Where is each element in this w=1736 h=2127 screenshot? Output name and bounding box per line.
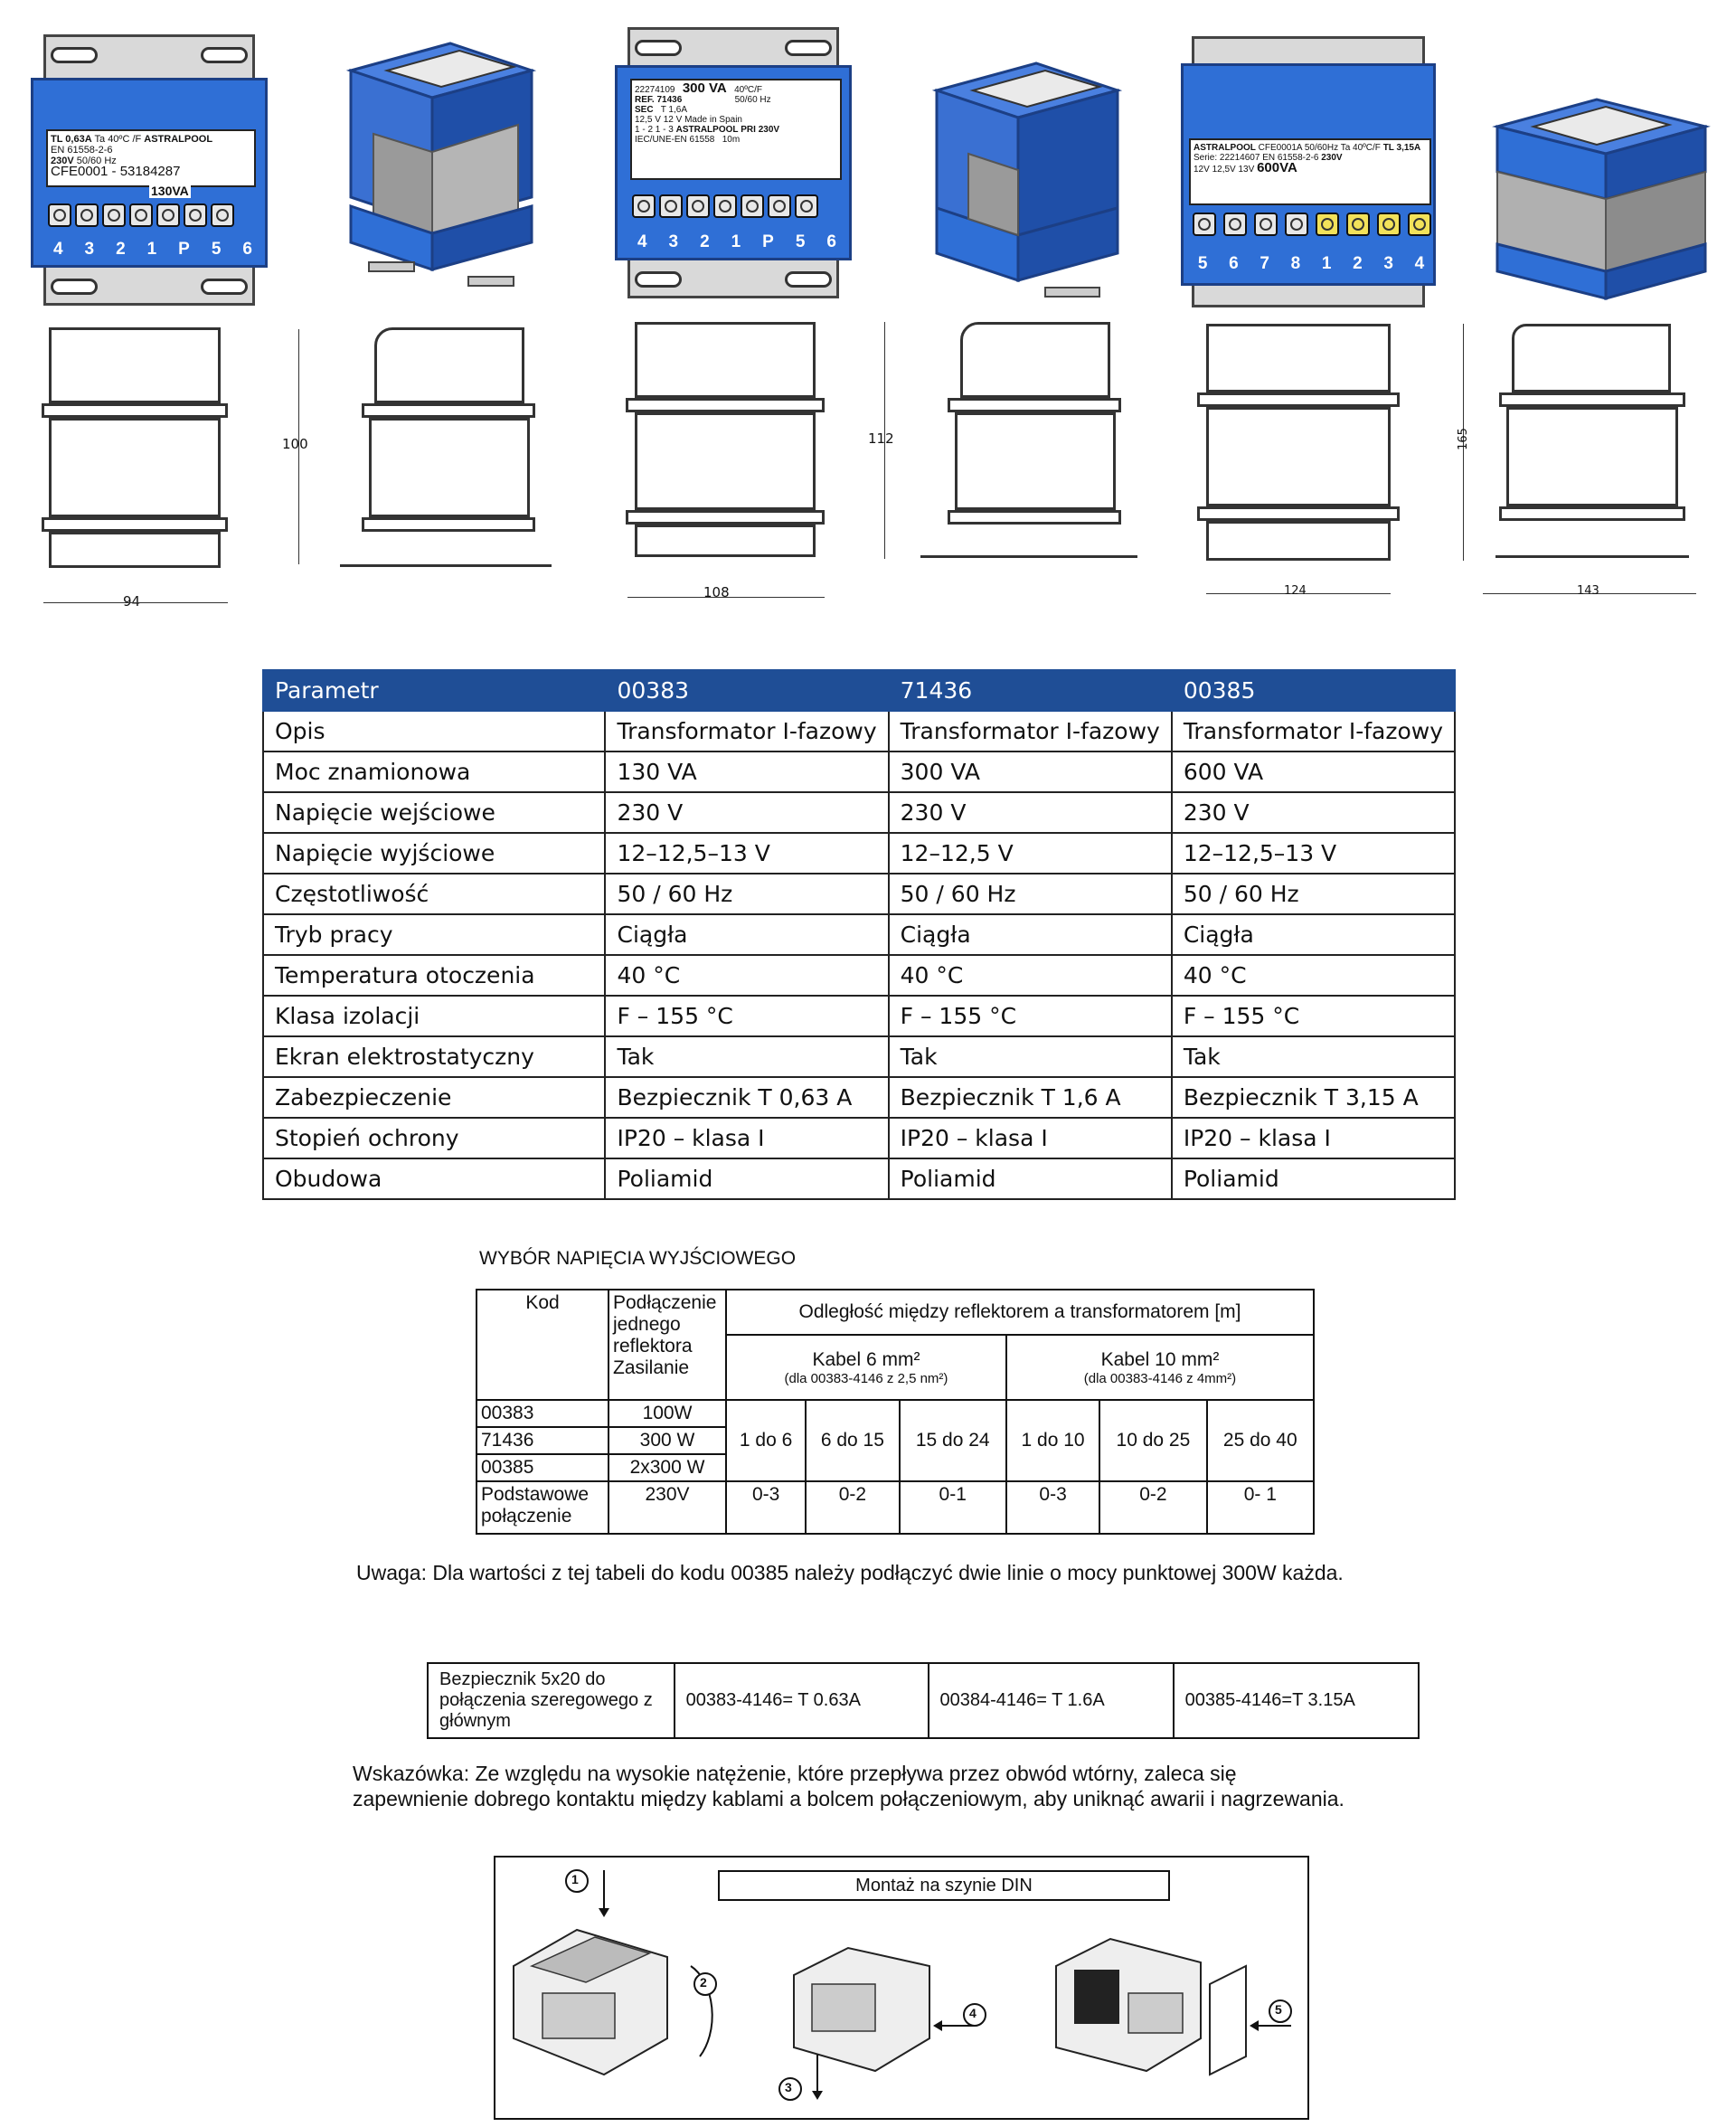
cell: 50 / 60 Hz: [1172, 874, 1455, 914]
transformer-71436-3d: [919, 54, 1136, 307]
cell: Bezpiecznik T 3,15 A: [1172, 1077, 1455, 1118]
cell: 600 VA: [1172, 752, 1455, 792]
table-row: [263, 996, 1455, 1036]
cell: Ekran elektrostatyczny: [263, 1036, 605, 1077]
cell: Tak: [1172, 1036, 1455, 1077]
cell: 130 VA: [605, 752, 888, 792]
step-number-5: 5: [1275, 2002, 1282, 2017]
basic-value: 0-1: [900, 1481, 1006, 1534]
drawing-71436-side: [948, 322, 1137, 561]
cell: 230 V: [889, 792, 1172, 833]
dimension-height: 165: [1456, 428, 1470, 450]
table-row: [263, 711, 1455, 752]
din-title: Montaż na szynie DIN: [718, 1870, 1170, 1901]
range-cell: 10 do 25: [1099, 1400, 1206, 1481]
fuse-value: 00385-4146=T 3.15A: [1174, 1663, 1419, 1738]
selection-table: [476, 1289, 1315, 1535]
cell: Transformator I-fazowy: [1172, 711, 1455, 752]
dimension-height: 112: [868, 430, 894, 447]
dimension-width: 124: [1284, 584, 1307, 598]
terminal-block: [632, 194, 818, 218]
transformer-00383-3d: [333, 34, 550, 297]
table-header-row: [263, 670, 1455, 711]
din-mounting-diagram: [494, 1856, 1309, 2120]
cell: IP20 – klasa I: [605, 1118, 888, 1158]
cell: 40 °C: [1172, 955, 1455, 996]
table-row: [263, 914, 1455, 955]
table-row: [263, 1158, 1455, 1199]
table-row: [263, 833, 1455, 874]
cell: Napięcie wyjściowe: [263, 833, 605, 874]
table-row: [263, 1077, 1455, 1118]
table-row: [263, 874, 1455, 914]
fuse-label: Bezpiecznik 5x20 do połączenia szeregowego z głównym: [428, 1663, 675, 1738]
cell: Obudowa: [263, 1158, 605, 1199]
table-row: [263, 1118, 1455, 1158]
terminal-labels: 5 6 7 8 1 2 3 4: [1197, 254, 1425, 273]
dimension-height: 100: [282, 436, 308, 452]
terminal-labels: 4 3 2 1 P 5 6: [637, 232, 836, 251]
code-cell: 00385: [476, 1454, 609, 1481]
distance-header: Odległość między reflektorem a transformatorem [m]: [726, 1290, 1314, 1335]
cell: Opis: [263, 711, 605, 752]
basic-value: 0-2: [806, 1481, 899, 1534]
cable6-header: Kabel 6 mm² (dla 00383-4146 z 2,5 nm²): [726, 1335, 1006, 1400]
basic-label: Podstawowe połączenie: [476, 1481, 609, 1534]
cell: 230 V: [1172, 792, 1455, 833]
cell: Tak: [605, 1036, 888, 1077]
cell: 230 V: [605, 792, 888, 833]
cell: 50 / 60 Hz: [889, 874, 1172, 914]
rating-text: 130VA: [151, 184, 189, 198]
transformer-00385-3d: [1488, 81, 1714, 317]
terminal-block: [48, 203, 234, 227]
cell: Częstotliwość: [263, 874, 605, 914]
cell: F – 155 °C: [889, 996, 1172, 1036]
cell: Stopień ochrony: [263, 1118, 605, 1158]
cell: Moc znamionowa: [263, 752, 605, 792]
step-number-1: 1: [571, 1872, 579, 1886]
cell: Transformator I-fazowy: [605, 711, 888, 752]
din-steps-illustration: [495, 1858, 1307, 2118]
power-cell: 100W: [609, 1400, 726, 1427]
note-wskazowka-1: Wskazówka: Ze względu na wysokie natężenie, które przepływa przez obwód wtórny, zaleca się: [353, 1762, 1237, 1785]
cell: Poliamid: [889, 1158, 1172, 1199]
header-cell: 71436: [889, 670, 1172, 711]
dimension-depth: 143: [1577, 584, 1599, 598]
rating-label: 22274109 300 VA 40ºC/F REF. 71436 50/60 Hz SEC T 1,6A 12,5 V 12 V Made in Spain 1 - 2 1 - 3 ASTRALPOOL PRI 230V IEC/UNE-EN 61558 10m: [630, 79, 842, 180]
range-cell: 25 do 40: [1207, 1400, 1314, 1481]
drawing-00385-side: [1499, 324, 1685, 566]
code-cell: 71436: [476, 1427, 609, 1454]
cell: 40 °C: [605, 955, 888, 996]
selection-title: WYBÓR NAPIĘCIA WYJŚCIOWEGO: [479, 1248, 797, 1269]
rating-label: TL 0,63A Ta 40ºC /F ASTRALPOOL EN 61558-2-6 230V 50/60 Hz CFE0001 - 53184287: [46, 129, 256, 187]
cell: 12–12,5–13 V: [1172, 833, 1455, 874]
drawing-00383-front: [42, 327, 228, 572]
dimension-line: [43, 602, 228, 603]
header-cell: Parametr: [263, 670, 605, 711]
cell: Bezpiecznik T 0,63 A: [605, 1077, 888, 1118]
cell: 40 °C: [889, 955, 1172, 996]
power-cell: 2x300 W: [609, 1454, 726, 1481]
cell: F – 155 °C: [605, 996, 888, 1036]
basic-value: 0-2: [1099, 1481, 1206, 1534]
cell: 50 / 60 Hz: [605, 874, 888, 914]
basic-value: 0-3: [726, 1481, 806, 1534]
transformer-71436-front: [615, 27, 852, 298]
step-number-2: 2: [700, 1975, 707, 1990]
note-wskazowka-2: zapewnienie dobrego kontaktu między kablami a bolcem połączeniowym, aby uniknąć awarii i nagrzewania.: [353, 1787, 1344, 1810]
kod-header: Kod: [476, 1290, 609, 1400]
table-row: [263, 792, 1455, 833]
dimension-width: 108: [703, 584, 730, 600]
cell: 12–12,5 V: [889, 833, 1172, 874]
cell: IP20 – klasa I: [889, 1118, 1172, 1158]
cell: Ciągła: [1172, 914, 1455, 955]
cell: 300 VA: [889, 752, 1172, 792]
range-cell: 1 do 6: [726, 1400, 806, 1481]
rating-label: ASTRALPOOL CFE0001A 50/60Hz Ta 40ºC/F TL 3,15A Serie: 22214607 EN 61558-2-6 230V 12V 12,5V 13V 600VA: [1189, 138, 1431, 205]
cell: IP20 – klasa I: [1172, 1118, 1455, 1158]
transformer-00383-front: [31, 34, 268, 306]
drawing-00385-front: [1197, 324, 1400, 566]
cell: Poliamid: [605, 1158, 888, 1199]
basic-value: 0-3: [1006, 1481, 1099, 1534]
header-cell: 00385: [1172, 670, 1455, 711]
cell: Klasa izolacji: [263, 996, 605, 1036]
transformer-00385-front: [1181, 36, 1436, 307]
basic-value: 0- 1: [1207, 1481, 1314, 1534]
cell: Napięcie wejściowe: [263, 792, 605, 833]
step-number-4: 4: [969, 2006, 976, 2020]
fuse-value: 00384-4146= T 1.6A: [929, 1663, 1174, 1738]
cell: Ciągła: [605, 914, 888, 955]
cell: Tak: [889, 1036, 1172, 1077]
table-row: [263, 752, 1455, 792]
step-number-3: 3: [785, 2080, 792, 2094]
power-cell: 300 W: [609, 1427, 726, 1454]
dimension-width: 94: [123, 593, 141, 610]
cell: Zabezpieczenie: [263, 1077, 605, 1118]
spec-table: [262, 669, 1456, 1200]
table-row: [263, 1036, 1455, 1077]
drawing-00383-side: [362, 327, 552, 572]
fuse-value: 00383-4146= T 0.63A: [675, 1663, 929, 1738]
cell: Transformator I-fazowy: [889, 711, 1172, 752]
cell: Poliamid: [1172, 1158, 1455, 1199]
terminal-labels: 4 3 2 1 P 5 6: [52, 240, 252, 259]
range-cell: 6 do 15: [806, 1400, 899, 1481]
cell: Temperatura otoczenia: [263, 955, 605, 996]
range-cell: 1 do 10: [1006, 1400, 1099, 1481]
header-cell: 00383: [605, 670, 888, 711]
cable10-header: Kabel 10 mm² (dla 00383-4146 z 4mm²): [1006, 1335, 1314, 1400]
connection-header: Podłączenie jednego reflektora Zasilanie: [609, 1290, 726, 1400]
range-cell: 15 do 24: [900, 1400, 1006, 1481]
terminal-block: [1193, 213, 1431, 236]
cell: 12–12,5–13 V: [605, 833, 888, 874]
code-cell: 00383: [476, 1400, 609, 1427]
note-uwaga: Uwaga: Dla wartości z tej tabeli do kodu 00385 należy podłączyć dwie linie o mocy punktowej 300W każda.: [356, 1561, 1344, 1584]
drawing-71436-front: [626, 322, 825, 561]
cell: Bezpiecznik T 1,6 A: [889, 1077, 1172, 1118]
fuse-table: [427, 1662, 1420, 1739]
cell: Tryb pracy: [263, 914, 605, 955]
cell: Ciągła: [889, 914, 1172, 955]
basic-voltage: 230V: [609, 1481, 726, 1534]
table-row: [263, 955, 1455, 996]
cell: F – 155 °C: [1172, 996, 1455, 1036]
